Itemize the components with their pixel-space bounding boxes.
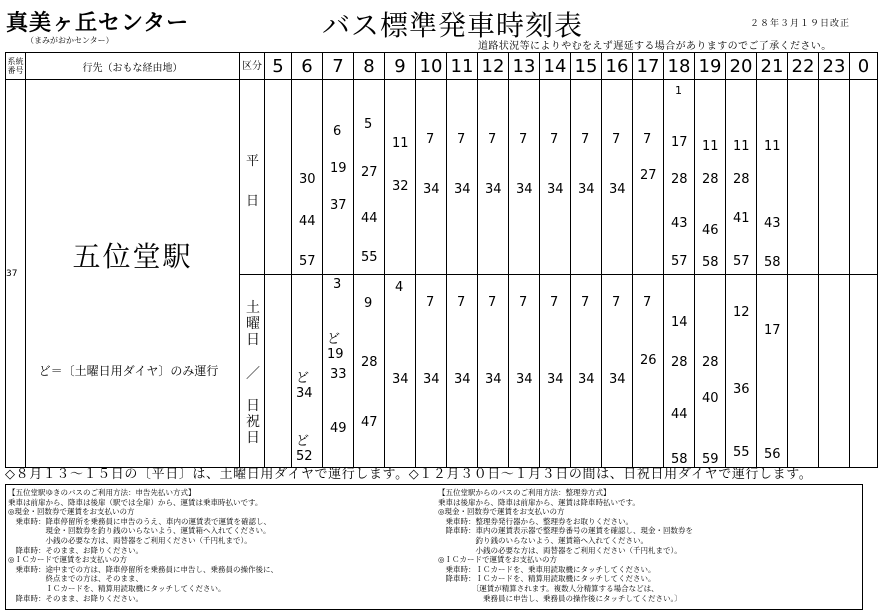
info-line: 乗車時：途中までの方は、降車停留所を乗務員に申告し、乗務員の操作後に、 [8, 564, 278, 574]
hour-cell-17 [633, 80, 664, 275]
hour-cell-20 [726, 80, 757, 275]
hour-header: 14 [540, 53, 571, 80]
hour-header: 12 [478, 53, 509, 80]
departure-minute: 43 [671, 216, 688, 231]
departure-minute: 34 [423, 372, 440, 387]
hour-cell-11 [447, 80, 478, 275]
departure-minute: 34 [485, 182, 502, 197]
holiday-label-char: 日 [246, 332, 260, 348]
departure-minute: 28 [702, 172, 719, 187]
departure-minute: 7 [426, 132, 435, 147]
departure-minute: 28 [702, 355, 719, 370]
departure-minute: 7 [519, 132, 528, 147]
departure-minute: 14 [671, 315, 688, 330]
revision-date: ２８年３月１９日改正 [750, 19, 851, 29]
usage-info-to-station [8, 488, 428, 603]
hour-cell-11 [447, 275, 478, 468]
departure-minute: 55 [733, 445, 750, 460]
hour-cell-19 [695, 80, 726, 275]
departure-minute: 44 [361, 211, 378, 226]
info-line: 乗車時：整理券発行器から、整理券をお取りください。 [438, 516, 633, 526]
departure-minute: 56 [764, 447, 781, 462]
departure-minute: 7 [581, 132, 590, 147]
hour-header: 17 [633, 53, 664, 80]
departure-minute: 7 [519, 295, 528, 310]
holiday-label-char: ／ [246, 366, 260, 382]
hour-cell-16 [602, 80, 633, 275]
departure-minute: 9 [364, 296, 373, 311]
departure-minute: 58 [702, 255, 719, 270]
special-schedule-note: ◇８月１３～１５日の〔平日〕は、土曜日用ダイヤで運行します。◇１２月３０日～１月３日の間は、日祝日用ダイヤで運行します。 [5, 467, 813, 482]
hour-cell-10 [416, 275, 447, 468]
hour-cell-9 [385, 80, 416, 275]
departure-minute: 57 [671, 254, 688, 269]
departure-minute: 27 [640, 168, 657, 183]
departure-minute: 34 [578, 372, 595, 387]
departure-minute: 34 [547, 372, 564, 387]
departure-minute: 44 [671, 407, 688, 422]
departure-minute: 34 [485, 372, 502, 387]
departure-minute: 43 [764, 216, 781, 231]
departure-minute: 57 [733, 254, 750, 269]
departure-minute: 30 [299, 172, 316, 187]
departure-minute: 41 [733, 211, 750, 226]
holiday-label-cell [240, 275, 265, 468]
page-title: バス標準発車時刻表 [322, 9, 584, 42]
hour-cell-15 [571, 275, 602, 468]
departure-minute: 7 [550, 295, 559, 310]
departure-minute: 11 [733, 139, 750, 154]
hour-cell-20 [726, 275, 757, 468]
info-line: 乗車は後扉から、降車は前扉から、運賃は降車時払いです。 [438, 497, 640, 507]
info-line: 乗務員に申告し、乗務員の操作後にタッチしてください。〕 [438, 593, 682, 603]
info-line: 乗車時：ＩＣカードを、乗車用読取機にタッチしてください。 [438, 564, 656, 574]
departure-minute: 28 [671, 172, 688, 187]
hour-cell-17 [633, 275, 664, 468]
info-line: 降車時：ＩＣカードを、精算用読取機にタッチしてください。 [438, 574, 656, 584]
departure-minute: 12 [733, 305, 750, 320]
departure-minute: 47 [361, 415, 378, 430]
departure-minute: 19 [330, 161, 347, 176]
departure-minute: 7 [457, 132, 466, 147]
info-line: 降車時：車内の運賃表示器で整理券番号の運賃を確認し、現金・回数券を [438, 526, 693, 536]
departure-minute: 11 [702, 139, 719, 154]
departure-minute: 7 [612, 132, 621, 147]
departure-minute: 34 [516, 372, 533, 387]
departure-minute: 3 [333, 277, 342, 292]
hour-header: 7 [323, 53, 354, 80]
departure-minute: 34 [609, 182, 626, 197]
usage-info-from-station [438, 488, 858, 603]
hour-cell-15 [571, 80, 602, 275]
hour-header: 10 [416, 53, 447, 80]
hour-cell-0 [850, 275, 878, 468]
center-name: 真美ヶ丘センター [6, 11, 190, 36]
hour-cell-23 [819, 80, 850, 275]
weekday-label-cell [240, 80, 265, 275]
route-number: 37 [6, 80, 26, 468]
hour-cell-14 [540, 80, 571, 275]
hour-header: 9 [385, 53, 416, 80]
departure-minute: 7 [581, 295, 590, 310]
hour-cell-19 [695, 275, 726, 468]
departure-minute: 7 [612, 295, 621, 310]
weekday-row [6, 80, 878, 275]
hour-cell-9 [385, 275, 416, 468]
holiday-label-char: 日 [246, 430, 260, 446]
departure-minute: 19 [327, 347, 344, 362]
info-line: 降車時：そのまま、お降りください。 [8, 593, 143, 603]
route-no-header: 系統番号 [6, 53, 26, 80]
header [0, 0, 868, 52]
d-marker: ど [296, 434, 310, 449]
hour-cell-0 [850, 80, 878, 275]
departure-minute: 7 [550, 132, 559, 147]
hour-header: 23 [819, 53, 850, 80]
info-line: ＩＣカードを、精算用読取機にタッチしてください。 [8, 583, 226, 593]
hour-cell-13 [509, 275, 540, 468]
info-line: 小銭の必要な方は、両替器をご利用ください（千円札まで）。 [8, 535, 252, 545]
hour-cell-5 [265, 275, 292, 468]
departure-minute: 34 [392, 372, 409, 387]
departure-minute: 11 [392, 136, 409, 151]
departure-minute: 58 [671, 452, 688, 467]
holiday-label-char: 祝 [246, 414, 260, 430]
station-cell [26, 80, 240, 275]
departure-minute: 59 [702, 452, 719, 467]
departure-minute: 55 [361, 250, 378, 265]
hour-header: 19 [695, 53, 726, 80]
hour-cell-6 [292, 80, 323, 275]
hour-cell-14 [540, 275, 571, 468]
center-reading: （まみがおかセンター） [26, 36, 114, 45]
info-line: ◎ＩＣカードで運賃をお支払いの方 [438, 555, 558, 565]
departure-minute: 6 [333, 124, 342, 139]
departure-minute: 33 [330, 367, 347, 382]
hour-header: 13 [509, 53, 540, 80]
departure-minute: 7 [426, 295, 435, 310]
departure-minute: 58 [764, 255, 781, 270]
hour-cell-16 [602, 275, 633, 468]
info-line: 【五位堂駅からのバスのご利用方法：整理券方式】 [438, 488, 611, 497]
info-line: ◎ＩＣカードで運賃をお支払いの方 [8, 555, 128, 565]
departure-minute: 7 [643, 295, 652, 310]
departure-minute: 7 [488, 132, 497, 147]
holiday-row [6, 275, 878, 468]
info-line: 現金・回数券を釣り銭のいらないよう、運賃箱へ入れてください。 [8, 526, 271, 536]
hour-header: 15 [571, 53, 602, 80]
departure-minute: 7 [488, 295, 497, 310]
departure-minute: 34 [454, 372, 471, 387]
hour-cell-8 [354, 275, 385, 468]
departure-minute: 34 [516, 182, 533, 197]
departure-minute: 28 [733, 172, 750, 187]
hour-header: 0 [850, 53, 878, 80]
hour-cell-18 [664, 80, 695, 275]
holiday-label-char: 日 [246, 398, 260, 414]
d-marker: ど [327, 332, 341, 347]
hour-header: 16 [602, 53, 633, 80]
weekday-label: 平 [246, 154, 260, 169]
hour-cell-7 [323, 80, 354, 275]
departure-minute: 34 [609, 372, 626, 387]
holiday-label-char: 曜 [246, 316, 260, 332]
departure-minute: 28 [361, 355, 378, 370]
departure-minute: 32 [392, 179, 409, 194]
hour-cell-22 [788, 80, 819, 275]
hour-cell-7 [323, 275, 354, 468]
destination-name: 五位堂駅 [72, 239, 193, 273]
departure-minute: 17 [671, 135, 688, 150]
hour-cell-6 [292, 275, 323, 468]
hour-cell-10 [416, 80, 447, 275]
delay-notice: 道路状況等によりやむをえず遅延する場合がありますのでご了承ください。 [478, 41, 832, 52]
hour-cell-21 [757, 275, 788, 468]
departure-minute: 5 [364, 117, 373, 132]
weekday-label: 日 [246, 194, 260, 209]
hour-cell-12 [478, 80, 509, 275]
departure-minute: 44 [299, 214, 316, 229]
departure-minute: 11 [764, 139, 781, 154]
hour-header: 22 [788, 53, 819, 80]
info-line: 釣り銭のいらないよう、運賃箱へ入れてください。 [438, 535, 648, 545]
info-line: 小銭の必要な方は、両替器をご利用ください（千円札まで）。 [438, 545, 682, 555]
departure-minute: 49 [330, 421, 347, 436]
departure-minute: 26 [640, 353, 657, 368]
departure-minute: 28 [671, 355, 688, 370]
info-line: 降車時：そのまま、お降りください。 [8, 545, 143, 555]
hour-cell-13 [509, 80, 540, 275]
hour-cell-8 [354, 80, 385, 275]
info-line: ◎現金・回数券で運賃をお支払いの方 [438, 507, 565, 517]
departure-minute: 34 [578, 182, 595, 197]
departure-minute: 36 [733, 382, 750, 397]
hour-cell-22 [788, 275, 819, 468]
info-line: 【五位堂駅ゆきのバスのご利用方法：申告先払い方式】 [8, 488, 196, 497]
departure-minute: 34 [423, 182, 440, 197]
info-line: 乗車時：降車停留所を乗務員に申告のうえ、車内の運賃表で運賃を確認し、 [8, 516, 271, 526]
departure-minute: 4 [395, 280, 404, 295]
hour-cell-18 [664, 275, 695, 468]
departure-minute: 40 [702, 391, 719, 406]
departure-minute: 46 [702, 223, 719, 238]
info-line: ◎現金・回数券で運賃をお支払いの方 [8, 507, 135, 517]
departure-minute: 34 [547, 182, 564, 197]
departure-minute: 34 [296, 386, 313, 401]
departure-minute: 52 [296, 449, 313, 464]
hour-header: 11 [447, 53, 478, 80]
destination-header: 行先（おもな経由地） [26, 53, 240, 80]
departure-minute: 27 [361, 165, 378, 180]
departure-minute: 17 [764, 323, 781, 338]
hour-header: 6 [292, 53, 323, 80]
departure-minute: 1 [675, 84, 682, 97]
hour-header: 18 [664, 53, 695, 80]
departure-minute: 34 [454, 182, 471, 197]
hour-header: 8 [354, 53, 385, 80]
departure-minute: 57 [299, 254, 316, 269]
kubun-header: 区分 [240, 53, 265, 80]
hour-cell-23 [819, 275, 850, 468]
departure-minute: 7 [457, 295, 466, 310]
info-line: 終点までの方は、そのまま、 [8, 574, 143, 584]
timetable [5, 52, 878, 468]
hour-header: 5 [265, 53, 292, 80]
departure-minute: 7 [643, 132, 652, 147]
hour-cell-12 [478, 275, 509, 468]
note-cell [26, 275, 240, 468]
hour-cell-21 [757, 80, 788, 275]
d-marker: ど [296, 371, 310, 386]
hour-header: 21 [757, 53, 788, 80]
hour-header: 20 [726, 53, 757, 80]
header-row [6, 53, 878, 80]
info-line: 〔運賃が精算されます。複数人分精算する場合などは、 [438, 583, 659, 593]
holiday-label-char: 土 [246, 300, 260, 316]
departure-minute: 37 [330, 198, 347, 213]
info-line: 乗車は前扉から、降車は後扉（駅では全扉）から、運賃は乗車時払いです。 [8, 497, 263, 507]
d-note: ど＝〔土曜日用ダイヤ〕のみ運行 [38, 364, 219, 379]
hour-cell-5 [265, 80, 292, 275]
